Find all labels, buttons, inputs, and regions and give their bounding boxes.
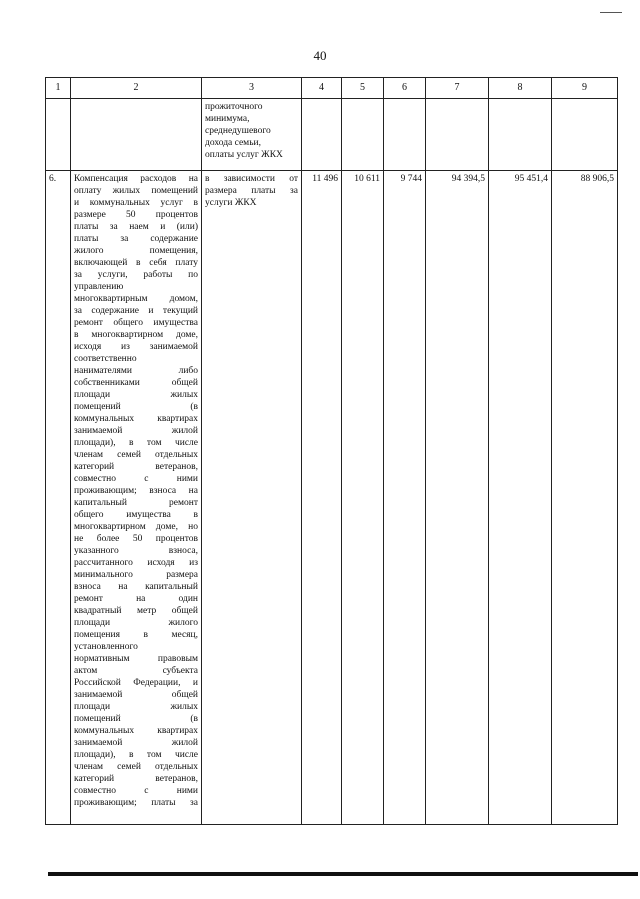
cont-col3-line: среднедушевого bbox=[205, 126, 271, 136]
value-col9: 88 906,5 bbox=[552, 171, 618, 825]
description-line: площади), в том числе bbox=[74, 750, 198, 760]
description-line: актом субъекта bbox=[74, 666, 198, 676]
description-line: платы за наем и (или) bbox=[74, 222, 198, 232]
description-line: Компенсация расходов на bbox=[74, 174, 198, 184]
header-col-7: 7 bbox=[426, 78, 489, 99]
row-6 bbox=[46, 171, 618, 825]
top-corner-rule bbox=[600, 12, 622, 13]
description-line: членам семей отдельных bbox=[74, 762, 198, 772]
description-line: капитальный ремонт bbox=[74, 498, 198, 508]
description-line: помещений (в bbox=[74, 714, 198, 724]
description-line: категорий ветеранов, bbox=[74, 774, 198, 784]
header-col-1: 1 bbox=[46, 78, 71, 99]
cont-cell-4 bbox=[302, 99, 342, 171]
cont-col3-line: прожиточного bbox=[205, 102, 263, 112]
description-line: оплату жилых помещений bbox=[74, 186, 198, 196]
description-line: квадратный метр общей bbox=[74, 606, 198, 616]
value-col8: 95 451,4 bbox=[489, 171, 552, 825]
description-line: за услуги, работы по bbox=[74, 270, 198, 280]
description-line: жилого помещения, bbox=[74, 246, 198, 256]
description-line: размере 50 процентов bbox=[74, 210, 198, 220]
description-line: многоквартирном доме, но bbox=[74, 522, 198, 532]
description-line: проживающим; взноса на bbox=[74, 486, 198, 496]
description-line: площади), в том числе bbox=[74, 438, 198, 448]
cont-col3-line: дохода семьи, bbox=[205, 138, 261, 148]
description-line: нанимателями либо bbox=[74, 366, 198, 376]
description-line: взноса на капитальный bbox=[74, 582, 198, 592]
description-line: площади жилых bbox=[74, 390, 198, 400]
cont-col3-line: минимума, bbox=[205, 114, 250, 124]
bottom-rule bbox=[48, 872, 638, 876]
header-col-4: 4 bbox=[302, 78, 342, 99]
description-line: общего имущества в bbox=[74, 510, 198, 520]
header-col-3: 3 bbox=[202, 78, 302, 99]
row-description bbox=[71, 171, 202, 825]
continued-row bbox=[46, 99, 618, 171]
description-line: исходя из занимаемой bbox=[74, 342, 198, 352]
description-line: ремонт общего имущества bbox=[74, 318, 198, 328]
benefits-table bbox=[45, 77, 618, 825]
row-number: 6. bbox=[46, 171, 71, 825]
condition-line: в зависимости от bbox=[205, 174, 298, 184]
description-line: за содержание и текущий bbox=[74, 306, 198, 316]
description-line: установленного bbox=[74, 642, 138, 652]
description-line: коммунальных квартирах bbox=[74, 726, 198, 736]
cont-cell-3 bbox=[202, 99, 302, 171]
value-col7: 94 394,5 bbox=[426, 171, 489, 825]
description-line: категорий ветеранов, bbox=[74, 462, 198, 472]
description-line: платы за содержание bbox=[74, 234, 198, 244]
description-line: ремонт на один bbox=[74, 594, 198, 604]
description-line: проживающим; платы за bbox=[74, 798, 198, 808]
header-col-9: 9 bbox=[552, 78, 618, 99]
row-condition bbox=[202, 171, 302, 825]
header-row bbox=[46, 78, 618, 99]
description-line: помещения в месяц, bbox=[74, 630, 198, 640]
cont-cell-8 bbox=[489, 99, 552, 171]
description-line: помещений (в bbox=[74, 402, 198, 412]
description-line: собственниками общей bbox=[74, 378, 198, 388]
description-line: указанного взноса, bbox=[74, 546, 198, 556]
value-col6: 9 744 bbox=[384, 171, 426, 825]
cont-cell-5 bbox=[342, 99, 384, 171]
description-line: минимального размера bbox=[74, 570, 198, 580]
description-line: не более 50 процентов bbox=[74, 534, 198, 544]
description-line: совместно с ними bbox=[74, 474, 198, 484]
description-line: включающей в себя плату bbox=[74, 258, 198, 268]
page-number: 40 bbox=[313, 48, 327, 63]
cont-cell-1 bbox=[46, 99, 71, 171]
condition-line: размера платы за bbox=[205, 186, 298, 196]
description-line: площади жилого bbox=[74, 618, 198, 628]
description-line: нормативным правовым bbox=[74, 654, 198, 664]
description-line: рассчитанного исходя из bbox=[74, 558, 198, 568]
header-col-5: 5 bbox=[342, 78, 384, 99]
cont-cell-6 bbox=[384, 99, 426, 171]
value-col5: 10 611 bbox=[342, 171, 384, 825]
description-line: совместно с ними bbox=[74, 786, 198, 796]
description-line: коммунальных квартирах bbox=[74, 414, 198, 424]
description-line: занимаемой жилой bbox=[74, 426, 198, 436]
header-col-6: 6 bbox=[384, 78, 426, 99]
description-line: в многоквартирном доме, bbox=[74, 330, 198, 340]
header-col-2: 2 bbox=[71, 78, 202, 99]
description-line: членам семей отдельных bbox=[74, 450, 198, 460]
description-line: управлению bbox=[74, 282, 124, 292]
description-line: и коммунальных услуг в bbox=[74, 198, 198, 208]
description-line: Российской Федерации, и bbox=[74, 678, 198, 688]
cont-cell-7 bbox=[426, 99, 489, 171]
description-line: площади жилых bbox=[74, 702, 198, 712]
cont-col3-line: оплаты услуг ЖКХ bbox=[205, 150, 283, 160]
condition-line: услуги ЖКХ bbox=[205, 198, 257, 208]
description-line: занимаемой жилой bbox=[74, 738, 198, 748]
description-line: многоквартирным домом, bbox=[74, 294, 198, 304]
value-col4: 11 496 bbox=[302, 171, 342, 825]
cont-cell-9 bbox=[552, 99, 618, 171]
cont-cell-2 bbox=[71, 99, 202, 171]
header-col-8: 8 bbox=[489, 78, 552, 99]
description-line: соответственно bbox=[74, 354, 137, 364]
description-line: занимаемой общей bbox=[74, 690, 198, 700]
